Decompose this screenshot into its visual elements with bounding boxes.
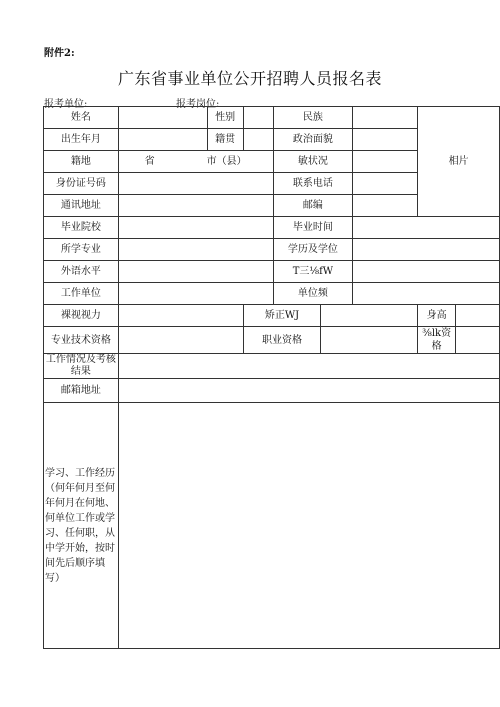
school-label: 毕业院校 xyxy=(44,217,119,239)
origin-field[interactable] xyxy=(118,151,273,173)
experience-field[interactable] xyxy=(118,403,499,649)
province-label: 省 xyxy=(144,156,155,167)
eyesight-field[interactable] xyxy=(118,305,243,327)
prof-qual-field[interactable] xyxy=(118,327,243,354)
registration-form xyxy=(43,106,500,649)
garbled1-field[interactable] xyxy=(353,261,500,283)
gender-label: 性别 xyxy=(207,107,243,129)
apply-unit-label: 报考单位: xyxy=(44,99,88,110)
attachment-label: 附件2: xyxy=(44,48,75,59)
name-label: 姓名 xyxy=(44,107,119,129)
garbled3-field[interactable] xyxy=(456,327,500,354)
grad-time-field[interactable] xyxy=(353,217,500,239)
language-label: 外语水平 xyxy=(44,261,119,283)
native-place-field[interactable] xyxy=(243,129,273,151)
phone-label: 联系电话 xyxy=(273,173,353,195)
political-status-label: 政治面貌 xyxy=(273,129,353,151)
major-label: 所学专业 xyxy=(44,239,119,261)
page-title: 广东省事业单位公开招聘人员报名表 xyxy=(117,69,382,88)
assessment-label: 工作情况及考核结果 xyxy=(44,354,119,379)
apply-post-label: 报考岗位: xyxy=(176,99,220,110)
voc-qual-label: 职业资格 xyxy=(243,327,321,354)
eyesight-label: 裸视视力 xyxy=(44,305,119,327)
name-field[interactable] xyxy=(118,107,207,129)
birth-field[interactable] xyxy=(118,129,207,151)
prof-qual-label: 专业技术资格 xyxy=(44,327,119,354)
postcode-label: 邮编 xyxy=(273,195,353,217)
id-number-field[interactable] xyxy=(118,173,273,195)
grad-time-label: 毕业时间 xyxy=(273,217,353,239)
experience-label: 学习、工作经历（何年何月至何年何月在何地、何单位工作或学习、任何职，从中学开始，按时间先后顺序填写） xyxy=(44,403,119,649)
employer-label: 工作单位 xyxy=(44,283,119,305)
status2-label: 敏状况 xyxy=(273,151,353,173)
voc-qual-field[interactable] xyxy=(321,327,418,354)
garbled3-label: ⅜lk资格 xyxy=(418,327,456,354)
corrected-vision-label: 矫正WJ xyxy=(243,305,321,327)
gender-field[interactable] xyxy=(243,107,273,129)
degree-field[interactable] xyxy=(353,239,500,261)
garbled2-label: 单位频 xyxy=(273,283,353,305)
email-field[interactable] xyxy=(118,379,499,403)
political-status-field[interactable] xyxy=(353,129,418,151)
phone-field[interactable] xyxy=(353,173,418,195)
garbled2-field[interactable] xyxy=(353,283,500,305)
degree-label: 学历及学位 xyxy=(273,239,353,261)
language-field[interactable] xyxy=(118,261,273,283)
assessment-field[interactable] xyxy=(118,354,499,379)
city-label: 市（县） xyxy=(206,156,247,167)
corrected-vision-field[interactable] xyxy=(321,305,418,327)
ethnicity-label: 民族 xyxy=(273,107,353,129)
address-label: 通讯地址 xyxy=(44,195,119,217)
ethnicity-field[interactable] xyxy=(353,107,418,129)
birth-label: 出生年月 xyxy=(44,129,119,151)
email-label: 邮箱地址 xyxy=(44,379,119,403)
status2-field[interactable] xyxy=(353,151,418,173)
photo-cell: 相片 xyxy=(418,107,500,217)
id-number-label: 身份证号码 xyxy=(44,173,119,195)
native-place-label: 籍贯 xyxy=(207,129,243,151)
postcode-field[interactable] xyxy=(353,195,418,217)
height-label: 身高 xyxy=(418,305,456,327)
origin-label: 籍地 xyxy=(44,151,119,173)
address-field[interactable] xyxy=(118,195,273,217)
employer-field[interactable] xyxy=(118,283,273,305)
garbled1-label: T三⅛fW xyxy=(273,261,353,283)
school-field[interactable] xyxy=(118,217,273,239)
height-field[interactable] xyxy=(456,305,500,327)
major-field[interactable] xyxy=(118,239,273,261)
